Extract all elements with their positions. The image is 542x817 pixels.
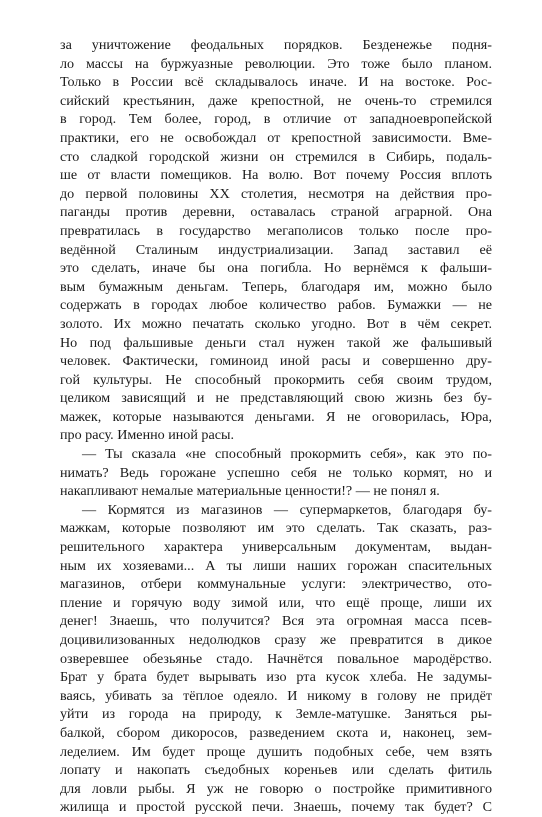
text-line: нимать? Ведь горожане успешно себя не только кормят, но и bbox=[60, 464, 492, 481]
text-line: ше от власти помещиков. На волю. Вот почему Россия вплоть bbox=[60, 167, 492, 184]
text-line: Брат у брата будет вырывать изо рта кусок хлеба. Не задумы- bbox=[60, 669, 492, 686]
text-line: озверевшее обезьянье стадо. Начнётся повальное мародёрство. bbox=[60, 650, 492, 667]
text-line: мажкам, которые позволяют им это сделать. Так сказать, раз- bbox=[60, 520, 492, 537]
text-line: до первой половины XX столетия, несмотря на действия про- bbox=[60, 185, 492, 202]
text-line: вым бумажным деньгам. Теперь, благодаря им, можно было bbox=[60, 278, 492, 295]
text-line: гой культуры. Не способный прокормить себя своим трудом, bbox=[60, 371, 492, 388]
text-line: про расу. Именно иной расы. bbox=[60, 427, 234, 444]
text-line: целиком зависящий и не представляющий свою жизнь без бу- bbox=[60, 390, 492, 407]
text-line: Только в России всё складывалось иначе. И на востоке. Рос- bbox=[60, 74, 492, 91]
text-line: золото. Их можно печатать сколько угодно. Вот в чём секрет. bbox=[60, 315, 492, 332]
text-line: мажек, которые называются деньгами. Я не оговорилась, Юра, bbox=[60, 408, 492, 425]
page-text bbox=[60, 36, 492, 817]
text-line: практики, его не освобождал от крепостной зависимости. Вме- bbox=[60, 129, 492, 146]
text-line: денег! Знаешь, что получится? Вся эта огромная масса псев- bbox=[60, 613, 492, 630]
text-line: человек. Фактически, гоминоид иной расы и совершенно дру- bbox=[60, 353, 492, 370]
text-line: — Ты сказала «не способный прокормить себя», как это по- bbox=[82, 446, 492, 463]
text-line: ваясь, убивать за тёплое одеяло. И никому в голову не придёт bbox=[60, 687, 492, 704]
text-line: за уничтожение феодальных порядков. Безденежье подня- bbox=[60, 37, 492, 53]
text-line: для ловли рыбы. Я уж не говорю о постройке примитивного bbox=[60, 780, 492, 797]
text-line: лопату и накопать съедобных кореньев или сделать фитиль bbox=[60, 762, 492, 779]
text-line: леделием. Им будет проще душить подобных себе, чем взять bbox=[60, 743, 492, 760]
text-line: ведённой Сталиным индустриализации. Запад заставил её bbox=[60, 241, 492, 258]
paragraph bbox=[60, 501, 492, 817]
text-line: магазинов, отбери коммунальные услуги: электричество, ото- bbox=[60, 576, 492, 593]
text-line: доцивилизованных недолюдков сразу же превратится в дикое bbox=[60, 632, 492, 648]
text-line: жилища и простой русской печи. Знаешь, почему так будет? С bbox=[60, 799, 492, 816]
text-line: это сделать, иначе бы она погибла. Но вернёмся к фальши- bbox=[60, 260, 492, 277]
text-line: Но под фальшивые деньги стал нужен такой же фальшивый bbox=[60, 334, 492, 351]
text-line: сто сладкой городской жизни он стремился в Сибирь, подаль- bbox=[60, 148, 492, 165]
text-line: содержать в городах любое количество рабов. Бумажки — не bbox=[60, 297, 492, 314]
text-line: ным их хозяевами... А ты лиши наших горожан спасительных bbox=[60, 557, 492, 574]
paragraph bbox=[60, 445, 492, 501]
text-line: ло массы на буржуазные революции. Это тоже было планом. bbox=[60, 55, 492, 72]
text-line: сийский крестьянин, даже крепостной, не очень-то стремился bbox=[60, 92, 492, 109]
text-line: балкой, сбором дикоросов, разведением скота и, наконец, зем- bbox=[60, 724, 492, 741]
text-line: пление и горячую воду зимой или, что ещё проще, лиши их bbox=[60, 594, 492, 611]
text-line: накапливают немалые материальные ценности!? — не понял я. bbox=[60, 483, 440, 500]
text-line: в город. Тем более, город, в отличие от западноевропейской bbox=[60, 111, 492, 128]
text-line: паганды против деревни, оставалась страной аграрной. Она bbox=[60, 204, 492, 221]
paragraph bbox=[60, 36, 492, 445]
text-line: превратилась в государство мегаполисов только после про- bbox=[60, 222, 492, 239]
text-line: уйти из города на природу, к Земле-матушке. Заняться ры- bbox=[60, 706, 492, 723]
text-line: решительного характера универсальным документам, выдан- bbox=[60, 539, 492, 556]
text-line: — Кормятся из магазинов — супермаркетов, благодаря бу- bbox=[82, 501, 492, 518]
